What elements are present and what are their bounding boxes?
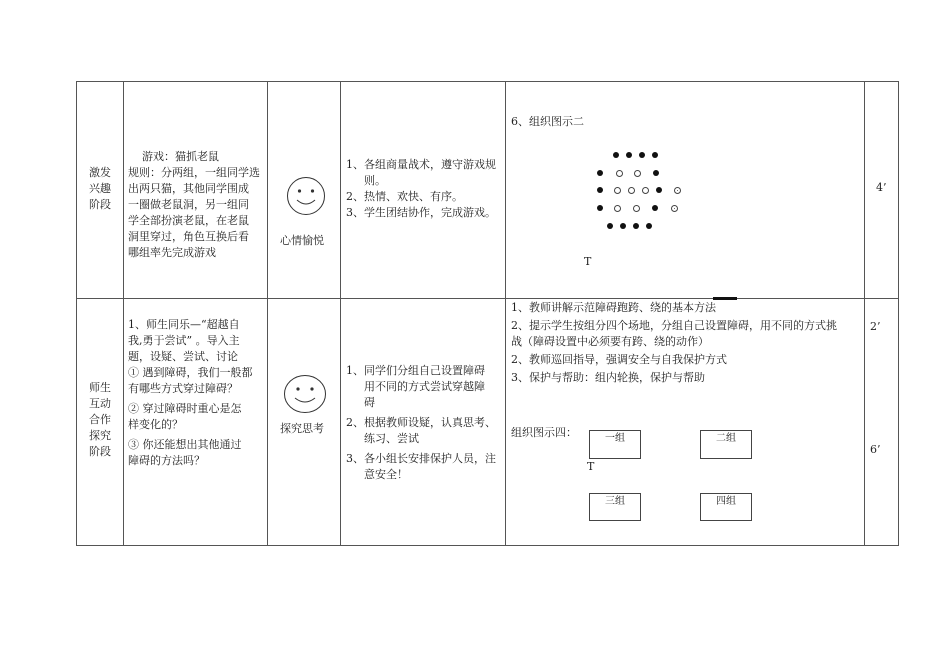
list-item: 3、保护与帮助：组内轮换，保护与帮助 bbox=[511, 371, 705, 384]
content-line: 1、师生同乐—“超越自 bbox=[128, 318, 240, 331]
mood-label: 探究思考 bbox=[280, 422, 324, 435]
list-item: 3、各小组长安排保护人员，注 bbox=[346, 452, 496, 465]
ring-marker bbox=[633, 205, 640, 212]
ring-marker bbox=[614, 187, 621, 194]
list-item: 意安全！ bbox=[364, 468, 408, 481]
col-divider-3 bbox=[340, 81, 341, 546]
table-border-right bbox=[898, 81, 899, 546]
list-item: 碍 bbox=[364, 396, 375, 409]
student-dot bbox=[597, 170, 603, 176]
group-label: 三组 bbox=[605, 496, 625, 507]
table-border-top bbox=[76, 81, 898, 82]
time-value: 2’ bbox=[870, 320, 881, 333]
time-value: 6’ bbox=[870, 443, 881, 456]
content-line: 出两只猫，其他同学围成 bbox=[128, 182, 249, 195]
col-divider-4 bbox=[505, 81, 506, 546]
time-value: 4’ bbox=[876, 181, 887, 194]
content-line: ② 穿过障碍时重心是怎 bbox=[128, 402, 242, 415]
student-dot bbox=[639, 152, 645, 158]
content-line: 样变化的？ bbox=[128, 418, 183, 431]
list-item: 则。 bbox=[364, 174, 386, 187]
list-item: 1、同学们分组自己设置障碍 bbox=[346, 364, 485, 377]
ring-marker bbox=[614, 205, 621, 212]
list-item: 1、教师讲解示范障碍跑跨、绕的基本方法 bbox=[511, 301, 716, 314]
student-dot bbox=[656, 187, 662, 193]
content-line: 规则：分两组，一组同学选 bbox=[128, 166, 260, 179]
group-label: 一组 bbox=[605, 433, 625, 444]
list-item: 2、教师巡回指导，强调安全与自我保护方式 bbox=[511, 353, 727, 366]
student-dot bbox=[613, 152, 619, 158]
list-item: 1、各组商量战术，遵守游戏规 bbox=[346, 158, 496, 171]
smiley-icon bbox=[283, 374, 327, 414]
stage-label: 激发兴趣阶段 bbox=[89, 166, 111, 211]
student-dot bbox=[607, 223, 613, 229]
group-box bbox=[589, 493, 641, 521]
cat-marker bbox=[671, 205, 678, 212]
divider-mark bbox=[713, 297, 737, 300]
content-line: 学全部扮演老鼠，在老鼠 bbox=[128, 214, 249, 227]
content-line: 一圈做老鼠洞，另一组同 bbox=[128, 198, 249, 211]
list-item: 2、提示学生按组分四个场地，分组自己设置障碍，用不同的方式挑 bbox=[511, 319, 837, 332]
org-diagram-title: 组织图示四： bbox=[511, 426, 577, 439]
stage-label: 师生互动合作探究阶段 bbox=[89, 381, 111, 458]
org-diagram-title: 6、组织图示二 bbox=[511, 115, 584, 128]
content-line: 障碍的方法吗？ bbox=[128, 454, 205, 467]
student-dot bbox=[633, 223, 639, 229]
col-divider-2 bbox=[267, 81, 268, 546]
ring-marker bbox=[628, 187, 635, 194]
content-line: 我,勇于尝试” 。导入主 bbox=[128, 334, 240, 347]
student-dot bbox=[646, 223, 652, 229]
table-border-bottom bbox=[76, 545, 898, 546]
smiley-icon bbox=[286, 176, 326, 216]
student-dot bbox=[653, 170, 659, 176]
col-divider-5 bbox=[864, 81, 865, 546]
mood-label: 心情愉悦 bbox=[280, 234, 324, 247]
content-line: ① 遇到障碍，我们一般都 bbox=[128, 366, 253, 379]
content-line: 哪组率先完成游戏 bbox=[128, 246, 216, 259]
list-item: 用不同的方式尝试穿越障 bbox=[364, 380, 485, 393]
content-line: 题，设疑、尝试、讨论 bbox=[128, 350, 238, 363]
ring-marker bbox=[634, 170, 641, 177]
content-line: 游戏：猫抓老鼠 bbox=[142, 150, 219, 163]
list-item: 战（障碍设置中必须要有跨、绕的动作） bbox=[511, 335, 709, 348]
content-line: ③ 你还能想出其他通过 bbox=[128, 438, 242, 451]
list-item: 3、学生团结协作，完成游戏。 bbox=[346, 206, 496, 219]
group-label: 二组 bbox=[716, 433, 736, 444]
ring-marker bbox=[642, 187, 649, 194]
group-box bbox=[589, 430, 641, 459]
group-box bbox=[700, 430, 752, 459]
list-item: 练习、尝试 bbox=[364, 432, 419, 445]
col-divider-1 bbox=[123, 81, 124, 546]
group-box bbox=[700, 493, 752, 521]
teacher-marker: T bbox=[584, 255, 592, 268]
group-label: 四组 bbox=[716, 496, 736, 507]
student-dot bbox=[652, 205, 658, 211]
student-dot bbox=[597, 205, 603, 211]
list-item: 2、根据教师设疑，认真思考、 bbox=[346, 416, 496, 429]
cat-marker bbox=[674, 187, 681, 194]
table-row-divider bbox=[76, 298, 898, 299]
teacher-marker: T bbox=[587, 460, 595, 473]
content-line: 有哪些方式穿过障碍？ bbox=[128, 382, 238, 395]
ring-marker bbox=[616, 170, 623, 177]
student-dot bbox=[620, 223, 626, 229]
table-border-left bbox=[76, 81, 77, 546]
list-item: 2、热情、欢快、有序。 bbox=[346, 190, 463, 203]
student-dot bbox=[652, 152, 658, 158]
content-line: 洞里穿过，角色互换后看 bbox=[128, 230, 249, 243]
student-dot bbox=[626, 152, 632, 158]
student-dot bbox=[597, 187, 603, 193]
